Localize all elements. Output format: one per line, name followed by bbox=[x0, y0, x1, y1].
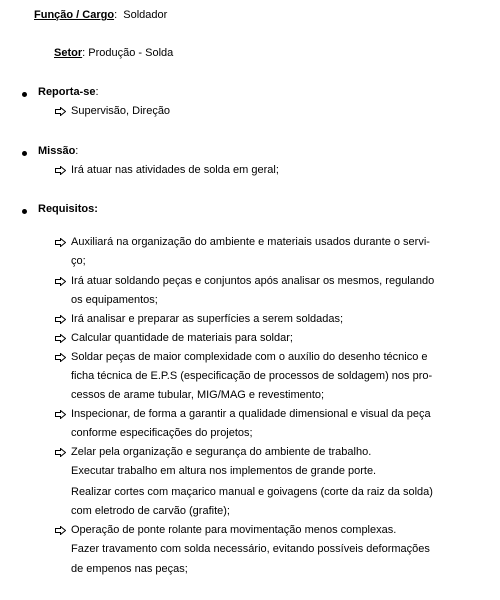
requirement-line: Operação de ponte rolante para movimentação menos complexas. bbox=[71, 524, 397, 536]
outline-arrow-right-icon bbox=[55, 410, 66, 419]
requirement-line: Inspecionar, de forma a garantir a qualidade dimensional e visual da peça bbox=[71, 408, 431, 420]
sector-separator: : bbox=[82, 47, 86, 59]
role-value: Soldador bbox=[123, 9, 168, 21]
mission-heading-label: Missão bbox=[38, 145, 76, 157]
mission-item: Irá atuar nas atividades de solda em geral; bbox=[71, 164, 279, 176]
requirement-line: com eletrodo de carvão (grafite); bbox=[71, 505, 230, 517]
role-line bbox=[34, 9, 167, 21]
requirement-line: ço; bbox=[71, 255, 86, 267]
role-separator: : bbox=[114, 9, 118, 21]
bullet-dot-icon bbox=[22, 151, 27, 156]
reports-item: Supervisão, Direção bbox=[71, 105, 171, 117]
role-label: Função / Cargo bbox=[34, 9, 115, 21]
outline-arrow-right-icon bbox=[55, 334, 66, 343]
bullet-dot-icon bbox=[22, 92, 27, 97]
sector-line bbox=[54, 47, 173, 59]
requirement-line: os equipamentos; bbox=[71, 294, 158, 306]
requirement-line: Irá analisar e preparar as superfícies a serem soldadas; bbox=[71, 313, 344, 325]
bullet-dot-icon bbox=[22, 209, 27, 214]
reports-heading-label: Reporta-se bbox=[38, 86, 96, 98]
reports-heading-separator: : bbox=[95, 86, 99, 98]
requirements-heading: Requisitos: bbox=[38, 203, 98, 215]
mission-heading bbox=[38, 145, 78, 157]
outline-arrow-right-icon bbox=[55, 107, 66, 116]
outline-arrow-right-icon bbox=[55, 315, 66, 324]
requirement-line: Calcular quantidade de materiais para soldar; bbox=[71, 332, 293, 344]
outline-arrow-right-icon bbox=[55, 166, 66, 175]
requirement-line: cessos de arame tubular, MIG/MAG e revestimento; bbox=[71, 389, 325, 401]
outline-arrow-right-icon bbox=[55, 277, 66, 286]
requirement-line: Soldar peças de maior complexidade com o auxílio do desenho técnico e bbox=[71, 351, 428, 363]
outline-arrow-right-icon bbox=[55, 448, 66, 457]
outline-arrow-right-icon bbox=[55, 353, 66, 362]
sector-value: Produção - Solda bbox=[88, 47, 174, 59]
requirement-line: Auxiliará na organização do ambiente e materiais usados durante o servi- bbox=[71, 236, 430, 248]
sector-label: Setor bbox=[54, 47, 83, 59]
requirement-line: Irá atuar soldando peças e conjuntos após analisar os mesmos, regulando bbox=[71, 275, 435, 287]
outline-arrow-right-icon bbox=[55, 526, 66, 535]
mission-heading-separator: : bbox=[75, 145, 79, 157]
requirement-line: Fazer travamento com solda necessário, evitando possíveis deformações bbox=[71, 543, 430, 555]
requirement-line: Zelar pela organização e segurança do ambiente de trabalho. bbox=[71, 446, 372, 458]
requirement-line: de empenos nas peças; bbox=[71, 563, 188, 575]
requirement-line: ficha técnica de E.P.S (especificação de processos de soldagem) nos pro- bbox=[71, 370, 433, 382]
requirement-line: Executar trabalho em altura nos implementos de grande porte. bbox=[71, 465, 377, 477]
outline-arrow-right-icon bbox=[55, 238, 66, 247]
requirement-line: Realizar cortes com maçarico manual e goivagens (corte da raiz da solda) bbox=[71, 486, 433, 498]
reports-heading bbox=[38, 86, 99, 98]
requirement-line: conforme especificações do projetos; bbox=[71, 427, 253, 439]
